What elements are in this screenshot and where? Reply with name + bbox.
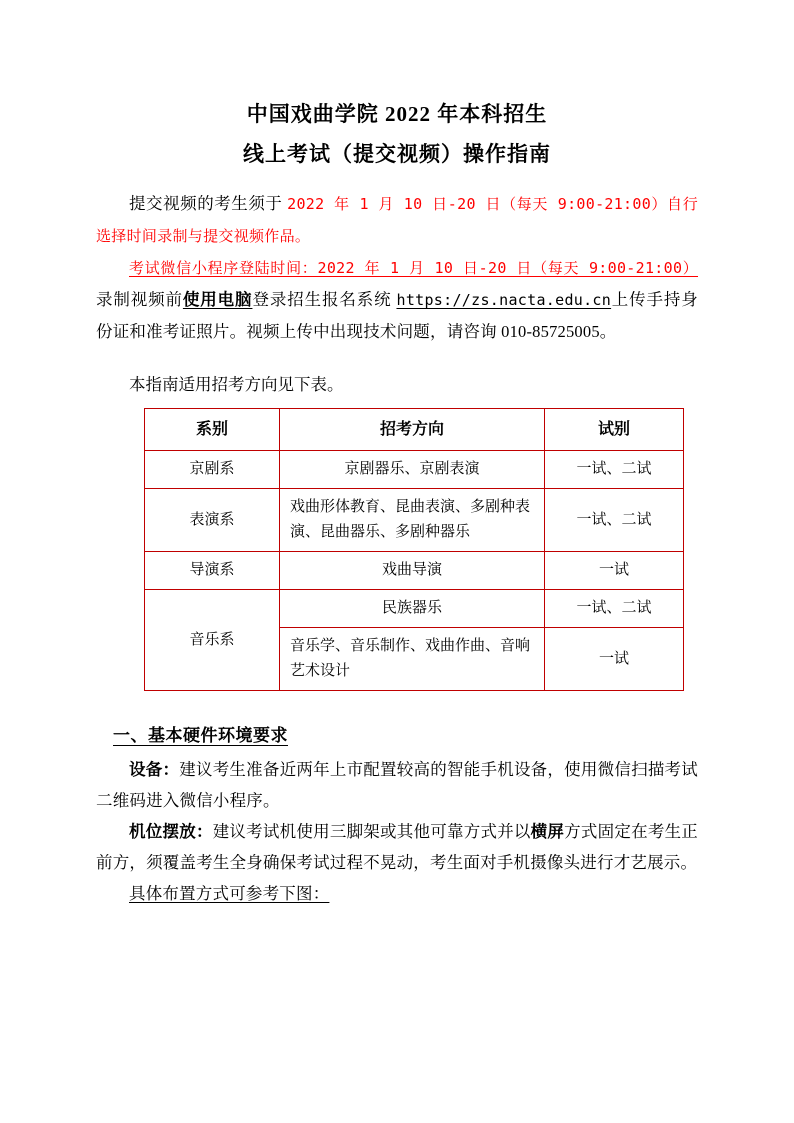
- registration-url[interactable]: https://zs.nacta.edu.cn: [396, 291, 612, 309]
- paragraph-device: [96, 754, 698, 816]
- cell-direction: 音乐学、音乐制作、戏曲作曲、音响艺术设计: [280, 628, 545, 691]
- cell-direction: 京剧器乐、京剧表演: [280, 451, 545, 489]
- paragraph-submission-window: [96, 188, 698, 252]
- table-row: [145, 489, 684, 552]
- para1-red-run: 2022 年 1 月 10 日-20 日（每天 9:00-21:00）自行选择时间录制与提交视频作品。: [96, 195, 698, 245]
- cell-exam: 一试、二试: [545, 590, 684, 628]
- cell-exam: 一试、二试: [545, 451, 684, 489]
- cell-exam: 一试: [545, 628, 684, 691]
- page-title-line1: 中国戏曲学院 2022 年本科招生: [246, 102, 548, 126]
- see-diagram-text: 具体布置方式可参考下图：: [129, 884, 330, 903]
- table-header-dept: 系别: [145, 409, 280, 451]
- table-row: [145, 451, 684, 489]
- cell-exam: 一试、二试: [545, 489, 684, 552]
- cell-dept: 表演系: [145, 489, 280, 552]
- para2-black-3: 上传手持身份证和准考证照片。视频上传中出现技术问题，请咨询 010-85725005。: [96, 290, 698, 341]
- cell-direction: 民族器乐: [280, 590, 545, 628]
- para2-red-underline: 考试微信小程序登陆时间：2022 年 1 月 10 日-20 日（每天 9:00-21:00）: [129, 259, 698, 277]
- para2-bold-underline-computer: 使用电脑: [182, 290, 253, 309]
- cell-dept: 音乐系: [145, 590, 280, 691]
- table-header-exam: 试别: [545, 409, 684, 451]
- placement-bold-landscape: 横屏: [530, 822, 565, 841]
- paragraph-see-diagram: [96, 878, 698, 909]
- table-header-direction: 招考方向: [280, 409, 545, 451]
- table-header-row: [145, 409, 684, 451]
- device-text: 建议考生准备近两年上市配置较高的智能手机设备，使用微信扫描考试二维码进入微信小程序。: [96, 760, 698, 810]
- para2-black-2: 登录招生报名系统: [252, 290, 397, 309]
- placement-text-b: 方式固定在考生正前方，须覆盖考生全身确保考试过程不晃动，考生面对手机摄像头进行才艺展示。: [96, 822, 699, 872]
- page-title-line2: 线上考试（提交视频）操作指南: [243, 142, 551, 166]
- table-row: [145, 590, 684, 628]
- section-heading-hardware: [96, 721, 698, 746]
- section-heading-text: 一、基本硬件环境要求: [113, 726, 288, 745]
- cell-dept: 导演系: [145, 552, 280, 590]
- placement-text-a: 建议考试机使用三脚架或其他可靠方式并以: [212, 822, 531, 841]
- paragraph-login-info: [96, 252, 698, 347]
- cell-dept: 京剧系: [145, 451, 280, 489]
- paragraph-camera-placement: [96, 816, 698, 878]
- cell-direction: 戏曲形体教育、昆曲表演、多剧种表演、昆曲器乐、多剧种器乐: [280, 489, 545, 552]
- table-row: [145, 552, 684, 590]
- para1-lead: 提交视频的考生须于: [129, 194, 288, 213]
- cell-exam: 一试: [545, 552, 684, 590]
- placement-label: 机位摆放：: [129, 822, 213, 841]
- majors-table: [144, 408, 684, 691]
- para2-black-1: 录制视频前: [96, 290, 183, 309]
- table-lead-text: 本指南适用招考方向见下表。: [129, 375, 344, 394]
- device-label: 设备：: [129, 760, 180, 779]
- cell-direction: 戏曲导演: [280, 552, 545, 590]
